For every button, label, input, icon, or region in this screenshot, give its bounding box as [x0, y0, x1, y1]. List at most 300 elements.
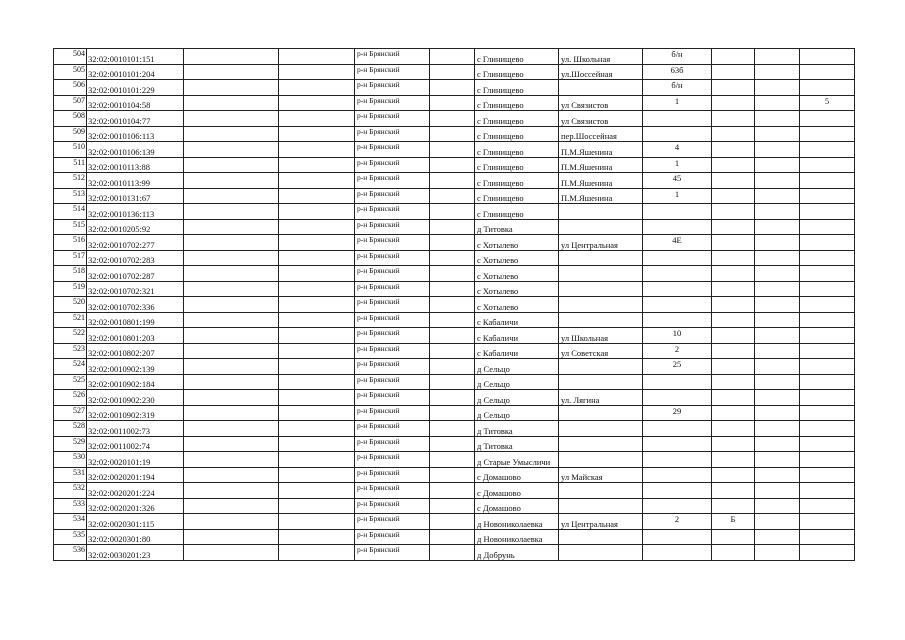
- district-cell: р-н Брянский: [355, 281, 430, 297]
- district-cell: р-н Брянский: [355, 250, 430, 266]
- district-cell: р-н Брянский: [355, 266, 430, 282]
- col-6-cell: [430, 111, 475, 127]
- house-number-cell: [643, 281, 712, 297]
- col-12-cell: [800, 436, 855, 452]
- col-12-cell: [800, 514, 855, 530]
- row-number-cell: 526: [54, 390, 87, 406]
- table-row: [54, 359, 855, 375]
- building-letter-cell: [712, 312, 755, 328]
- street-cell: ул.Шоссейная: [559, 64, 643, 80]
- building-letter-cell: [712, 498, 755, 514]
- col-6-cell: [430, 64, 475, 80]
- row-number-cell: 522: [54, 328, 87, 344]
- col-6-cell: [430, 173, 475, 189]
- settlement-cell: с Хотылево: [475, 250, 559, 266]
- cadastral-number-cell: 32:02:0010101:151: [87, 49, 184, 65]
- col-4-cell: [279, 436, 355, 452]
- col-3-cell: [184, 545, 279, 561]
- col-12-cell: [800, 266, 855, 282]
- col-6-cell: [430, 436, 475, 452]
- row-number-cell: 510: [54, 142, 87, 158]
- cadastral-number-cell: 32:02:0010101:204: [87, 64, 184, 80]
- street-cell: [559, 483, 643, 499]
- col-6-cell: [430, 343, 475, 359]
- street-cell: П.М.Яшенина: [559, 173, 643, 189]
- col-12-cell: [800, 374, 855, 390]
- table-row: [54, 343, 855, 359]
- col-4-cell: [279, 173, 355, 189]
- col-12-cell: [800, 250, 855, 266]
- district-cell: р-н Брянский: [355, 343, 430, 359]
- settlement-cell: с Глинищево: [475, 80, 559, 96]
- col-11-cell: [755, 390, 800, 406]
- street-cell: пер.Шоссейная: [559, 126, 643, 142]
- house-number-cell: [643, 297, 712, 313]
- col-12-cell: [800, 529, 855, 545]
- street-cell: [559, 529, 643, 545]
- street-cell: [559, 421, 643, 437]
- row-number-cell: 511: [54, 157, 87, 173]
- settlement-cell: д Сельцо: [475, 359, 559, 375]
- cadastral-number-cell: 32:02:0010106:113: [87, 126, 184, 142]
- house-number-cell: [643, 498, 712, 514]
- house-number-cell: [643, 219, 712, 235]
- col-11-cell: [755, 64, 800, 80]
- street-cell: [559, 219, 643, 235]
- col-11-cell: [755, 95, 800, 111]
- house-number-cell: [643, 467, 712, 483]
- col-3-cell: [184, 467, 279, 483]
- street-cell: ул Центральная: [559, 514, 643, 530]
- settlement-cell: с Глинищево: [475, 188, 559, 204]
- cadastral-number-cell: 32:02:0010113:88: [87, 157, 184, 173]
- row-number-cell: 535: [54, 529, 87, 545]
- house-number-cell: 1: [643, 95, 712, 111]
- cadastral-number-cell: 32:02:0020301:115: [87, 514, 184, 530]
- settlement-cell: д Добрунь: [475, 545, 559, 561]
- col-4-cell: [279, 421, 355, 437]
- settlement-cell: с Глинищево: [475, 95, 559, 111]
- col-11-cell: [755, 452, 800, 468]
- col-4-cell: [279, 514, 355, 530]
- col-4-cell: [279, 219, 355, 235]
- col-3-cell: [184, 281, 279, 297]
- col-6-cell: [430, 266, 475, 282]
- col-6-cell: [430, 204, 475, 220]
- house-number-cell: 1: [643, 157, 712, 173]
- col-3-cell: [184, 498, 279, 514]
- district-cell: р-н Брянский: [355, 498, 430, 514]
- col-4-cell: [279, 452, 355, 468]
- row-number-cell: 515: [54, 219, 87, 235]
- building-letter-cell: [712, 297, 755, 313]
- building-letter-cell: Б: [712, 514, 755, 530]
- col-6-cell: [430, 250, 475, 266]
- building-letter-cell: [712, 80, 755, 96]
- col-11-cell: [755, 467, 800, 483]
- col-11-cell: [755, 204, 800, 220]
- house-number-cell: [643, 312, 712, 328]
- district-cell: р-н Брянский: [355, 188, 430, 204]
- col-3-cell: [184, 235, 279, 251]
- building-letter-cell: [712, 173, 755, 189]
- district-cell: р-н Брянский: [355, 514, 430, 530]
- row-number-cell: 513: [54, 188, 87, 204]
- house-number-cell: 1: [643, 188, 712, 204]
- row-number-cell: 504: [54, 49, 87, 65]
- col-4-cell: [279, 157, 355, 173]
- building-letter-cell: [712, 436, 755, 452]
- col-4-cell: [279, 328, 355, 344]
- col-3-cell: [184, 126, 279, 142]
- table-row: [54, 405, 855, 421]
- row-number-cell: 525: [54, 374, 87, 390]
- cadastral-number-cell: 32:02:0011002:73: [87, 421, 184, 437]
- district-cell: р-н Брянский: [355, 374, 430, 390]
- table-row: [54, 142, 855, 158]
- street-cell: [559, 405, 643, 421]
- district-cell: р-н Брянский: [355, 173, 430, 189]
- col-3-cell: [184, 49, 279, 65]
- settlement-cell: с Кабаличи: [475, 312, 559, 328]
- col-12-cell: [800, 173, 855, 189]
- house-number-cell: [643, 126, 712, 142]
- col-6-cell: [430, 390, 475, 406]
- row-number-cell: 514: [54, 204, 87, 220]
- col-12-cell: 5: [800, 95, 855, 111]
- col-4-cell: [279, 80, 355, 96]
- cadastral-number-cell: 32:02:0010106:139: [87, 142, 184, 158]
- col-12-cell: [800, 467, 855, 483]
- street-cell: ул Школьная: [559, 328, 643, 344]
- col-4-cell: [279, 359, 355, 375]
- col-3-cell: [184, 142, 279, 158]
- district-cell: р-н Брянский: [355, 204, 430, 220]
- col-12-cell: [800, 498, 855, 514]
- col-6-cell: [430, 281, 475, 297]
- col-3-cell: [184, 297, 279, 313]
- col-12-cell: [800, 219, 855, 235]
- col-6-cell: [430, 235, 475, 251]
- col-12-cell: [800, 111, 855, 127]
- cadastral-number-cell: 32:02:0020201:326: [87, 498, 184, 514]
- settlement-cell: д Старые Умысличи: [475, 452, 559, 468]
- table-row: [54, 452, 855, 468]
- col-12-cell: [800, 126, 855, 142]
- table-row: [54, 126, 855, 142]
- col-6-cell: [430, 188, 475, 204]
- street-cell: ул. Лягина: [559, 390, 643, 406]
- cadastral-number-cell: 32:02:0010702:336: [87, 297, 184, 313]
- building-letter-cell: [712, 111, 755, 127]
- col-11-cell: [755, 111, 800, 127]
- row-number-cell: 523: [54, 343, 87, 359]
- row-number-cell: 518: [54, 266, 87, 282]
- table-row: [54, 64, 855, 80]
- col-6-cell: [430, 80, 475, 96]
- house-number-cell: [643, 250, 712, 266]
- house-number-cell: 10: [643, 328, 712, 344]
- table-row: [54, 188, 855, 204]
- col-6-cell: [430, 328, 475, 344]
- settlement-cell: с Домашово: [475, 483, 559, 499]
- table-row: [54, 281, 855, 297]
- building-letter-cell: [712, 545, 755, 561]
- col-3-cell: [184, 483, 279, 499]
- house-number-cell: 45: [643, 173, 712, 189]
- street-cell: П.М.Яшенина: [559, 142, 643, 158]
- building-letter-cell: [712, 142, 755, 158]
- col-4-cell: [279, 281, 355, 297]
- settlement-cell: с Кабаличи: [475, 328, 559, 344]
- district-cell: р-н Брянский: [355, 111, 430, 127]
- col-4-cell: [279, 188, 355, 204]
- district-cell: р-н Брянский: [355, 421, 430, 437]
- col-6-cell: [430, 421, 475, 437]
- col-6-cell: [430, 498, 475, 514]
- col-4-cell: [279, 297, 355, 313]
- col-4-cell: [279, 142, 355, 158]
- district-cell: р-н Брянский: [355, 545, 430, 561]
- col-6-cell: [430, 312, 475, 328]
- col-12-cell: [800, 405, 855, 421]
- col-6-cell: [430, 157, 475, 173]
- table-row: [54, 297, 855, 313]
- row-number-cell: 507: [54, 95, 87, 111]
- col-3-cell: [184, 359, 279, 375]
- building-letter-cell: [712, 49, 755, 65]
- col-3-cell: [184, 328, 279, 344]
- row-number-cell: 530: [54, 452, 87, 468]
- col-6-cell: [430, 545, 475, 561]
- street-cell: ул Связистов: [559, 95, 643, 111]
- col-11-cell: [755, 297, 800, 313]
- col-3-cell: [184, 250, 279, 266]
- row-number-cell: 536: [54, 545, 87, 561]
- row-number-cell: 520: [54, 297, 87, 313]
- row-number-cell: 521: [54, 312, 87, 328]
- district-cell: р-н Брянский: [355, 436, 430, 452]
- col-6-cell: [430, 142, 475, 158]
- street-cell: [559, 374, 643, 390]
- settlement-cell: с Глинищево: [475, 64, 559, 80]
- settlement-cell: д Новониколаевка: [475, 529, 559, 545]
- house-number-cell: [643, 421, 712, 437]
- cadastral-number-cell: 32:02:0010801:199: [87, 312, 184, 328]
- col-3-cell: [184, 64, 279, 80]
- settlement-cell: с Хотылево: [475, 281, 559, 297]
- row-number-cell: 529: [54, 436, 87, 452]
- col-12-cell: [800, 452, 855, 468]
- table-row: [54, 235, 855, 251]
- street-cell: [559, 498, 643, 514]
- settlement-cell: д Новониколаевка: [475, 514, 559, 530]
- col-11-cell: [755, 436, 800, 452]
- col-4-cell: [279, 483, 355, 499]
- col-4-cell: [279, 545, 355, 561]
- cadastral-number-cell: 32:02:0020201:194: [87, 467, 184, 483]
- col-4-cell: [279, 405, 355, 421]
- col-4-cell: [279, 235, 355, 251]
- street-cell: [559, 281, 643, 297]
- row-number-cell: 528: [54, 421, 87, 437]
- cadastral-number-cell: 32:02:0010702:287: [87, 266, 184, 282]
- cadastral-number-cell: 32:02:0010205:92: [87, 219, 184, 235]
- row-number-cell: 527: [54, 405, 87, 421]
- cadastral-number-cell: 32:02:0010801:203: [87, 328, 184, 344]
- col-3-cell: [184, 219, 279, 235]
- building-letter-cell: [712, 328, 755, 344]
- col-12-cell: [800, 390, 855, 406]
- district-cell: р-н Брянский: [355, 95, 430, 111]
- street-cell: [559, 266, 643, 282]
- table-row: [54, 49, 855, 65]
- col-4-cell: [279, 498, 355, 514]
- settlement-cell: с Глинищево: [475, 204, 559, 220]
- table-row: [54, 312, 855, 328]
- settlement-cell: с Домашово: [475, 467, 559, 483]
- cadastral-number-cell: 32:02:0010136:113: [87, 204, 184, 220]
- col-12-cell: [800, 359, 855, 375]
- district-cell: р-н Брянский: [355, 405, 430, 421]
- house-number-cell: 4Е: [643, 235, 712, 251]
- cadastral-number-cell: 32:02:0020301:80: [87, 529, 184, 545]
- property-register-table: [53, 48, 855, 561]
- cadastral-number-cell: 32:02:0010802:207: [87, 343, 184, 359]
- cadastral-number-cell: 32:02:0010902:184: [87, 374, 184, 390]
- row-number-cell: 505: [54, 64, 87, 80]
- col-11-cell: [755, 498, 800, 514]
- district-cell: р-н Брянский: [355, 157, 430, 173]
- col-12-cell: [800, 188, 855, 204]
- district-cell: р-н Брянский: [355, 390, 430, 406]
- street-cell: ул Центральная: [559, 235, 643, 251]
- col-6-cell: [430, 467, 475, 483]
- house-number-cell: [643, 529, 712, 545]
- building-letter-cell: [712, 343, 755, 359]
- district-cell: р-н Брянский: [355, 219, 430, 235]
- building-letter-cell: [712, 281, 755, 297]
- col-11-cell: [755, 483, 800, 499]
- district-cell: р-н Брянский: [355, 452, 430, 468]
- row-number-cell: 533: [54, 498, 87, 514]
- col-12-cell: [800, 64, 855, 80]
- settlement-cell: с Глинищево: [475, 111, 559, 127]
- house-number-cell: [643, 452, 712, 468]
- house-number-cell: 29: [643, 405, 712, 421]
- col-12-cell: [800, 157, 855, 173]
- house-number-cell: [643, 545, 712, 561]
- col-3-cell: [184, 514, 279, 530]
- col-12-cell: [800, 235, 855, 251]
- col-11-cell: [755, 529, 800, 545]
- col-3-cell: [184, 266, 279, 282]
- cadastral-number-cell: 32:02:0010702:283: [87, 250, 184, 266]
- col-3-cell: [184, 421, 279, 437]
- house-number-cell: [643, 374, 712, 390]
- cadastral-number-cell: 32:02:0010131:67: [87, 188, 184, 204]
- col-3-cell: [184, 405, 279, 421]
- col-3-cell: [184, 80, 279, 96]
- col-3-cell: [184, 343, 279, 359]
- table-row: [54, 250, 855, 266]
- building-letter-cell: [712, 467, 755, 483]
- col-4-cell: [279, 312, 355, 328]
- col-4-cell: [279, 49, 355, 65]
- table-row: [54, 545, 855, 561]
- building-letter-cell: [712, 95, 755, 111]
- col-4-cell: [279, 266, 355, 282]
- col-4-cell: [279, 390, 355, 406]
- table-row: [54, 421, 855, 437]
- district-cell: р-н Брянский: [355, 467, 430, 483]
- house-number-cell: [643, 390, 712, 406]
- settlement-cell: с Глинищево: [475, 142, 559, 158]
- building-letter-cell: [712, 157, 755, 173]
- col-3-cell: [184, 204, 279, 220]
- settlement-cell: д Сельцо: [475, 374, 559, 390]
- building-letter-cell: [712, 250, 755, 266]
- settlement-cell: с Хотылево: [475, 297, 559, 313]
- street-cell: [559, 250, 643, 266]
- table-row: [54, 219, 855, 235]
- col-6-cell: [430, 452, 475, 468]
- settlement-cell: д Титовка: [475, 421, 559, 437]
- cadastral-number-cell: 32:02:0010104:58: [87, 95, 184, 111]
- col-12-cell: [800, 80, 855, 96]
- district-cell: р-н Брянский: [355, 126, 430, 142]
- cadastral-number-cell: 32:02:0020101:19: [87, 452, 184, 468]
- col-11-cell: [755, 188, 800, 204]
- street-cell: [559, 545, 643, 561]
- cadastral-number-cell: 32:02:0010702:277: [87, 235, 184, 251]
- street-cell: ул Связистов: [559, 111, 643, 127]
- table-row: [54, 390, 855, 406]
- col-11-cell: [755, 219, 800, 235]
- building-letter-cell: [712, 483, 755, 499]
- col-3-cell: [184, 188, 279, 204]
- house-number-cell: [643, 204, 712, 220]
- row-number-cell: 506: [54, 80, 87, 96]
- house-number-cell: 25: [643, 359, 712, 375]
- table-row: [54, 529, 855, 545]
- col-12-cell: [800, 545, 855, 561]
- col-4-cell: [279, 529, 355, 545]
- col-11-cell: [755, 250, 800, 266]
- row-number-cell: 524: [54, 359, 87, 375]
- col-11-cell: [755, 80, 800, 96]
- cadastral-number-cell: 32:02:0010702:321: [87, 281, 184, 297]
- street-cell: [559, 312, 643, 328]
- col-11-cell: [755, 281, 800, 297]
- district-cell: р-н Брянский: [355, 328, 430, 344]
- street-cell: [559, 80, 643, 96]
- table-row: [54, 173, 855, 189]
- col-12-cell: [800, 343, 855, 359]
- settlement-cell: с Глинищево: [475, 49, 559, 65]
- house-number-cell: б/н: [643, 49, 712, 65]
- col-11-cell: [755, 343, 800, 359]
- street-cell: [559, 359, 643, 375]
- building-letter-cell: [712, 204, 755, 220]
- col-4-cell: [279, 250, 355, 266]
- col-6-cell: [430, 374, 475, 390]
- building-letter-cell: [712, 359, 755, 375]
- district-cell: р-н Брянский: [355, 297, 430, 313]
- cadastral-number-cell: 32:02:0010902:319: [87, 405, 184, 421]
- col-12-cell: [800, 281, 855, 297]
- house-number-cell: 2: [643, 514, 712, 530]
